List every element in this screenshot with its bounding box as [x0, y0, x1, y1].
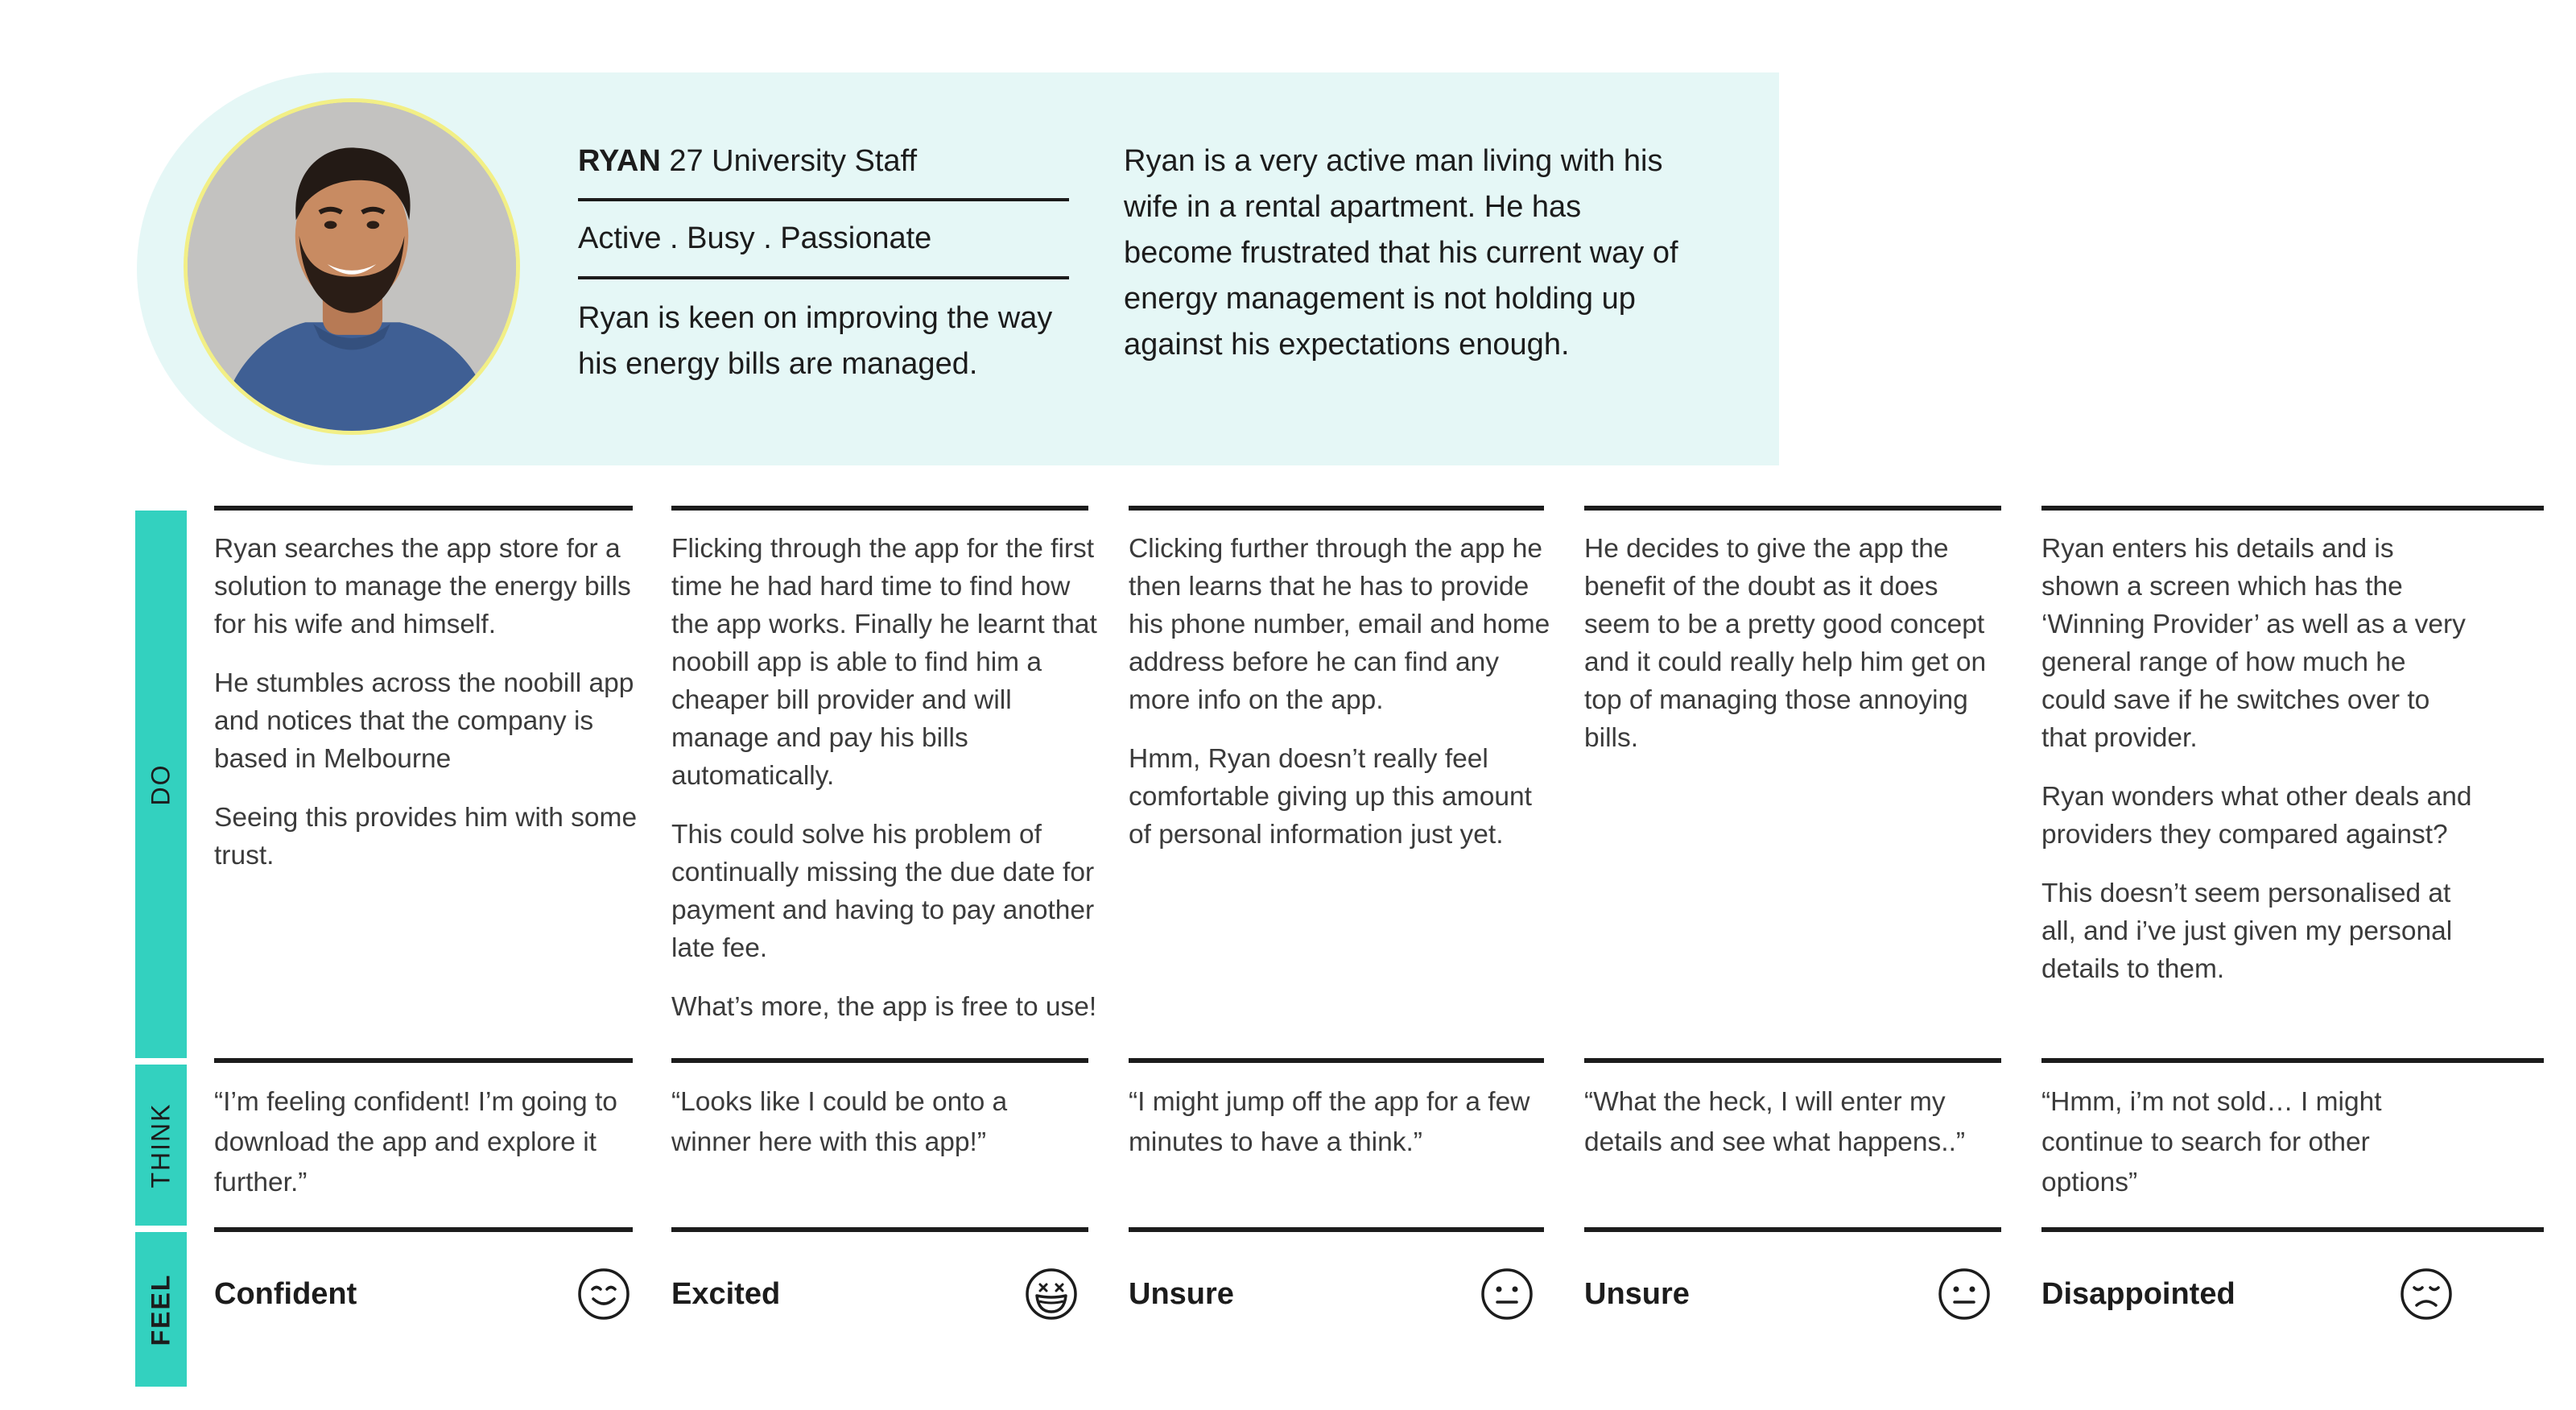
stage-divider — [1584, 1058, 2001, 1063]
row-label-do — [135, 511, 187, 1058]
stage-divider — [214, 1058, 633, 1063]
stage-3-feel: Unsure — [1129, 1277, 1234, 1311]
neutral-face-icon — [1480, 1267, 1534, 1321]
do-paragraph: He stumbles across the noobill app and notices that the company is based in Melbourne — [214, 668, 634, 774]
persona-goal: Ryan is keen on improving the way his energy bills are managed. — [578, 301, 1053, 381]
stage-1-do — [214, 530, 641, 895]
do-paragraph: Ryan wonders what other deals and providers they compared against? — [2041, 782, 2472, 850]
stage-divider — [1584, 506, 2001, 511]
star-struck-face-icon — [1024, 1267, 1079, 1321]
stage-divider — [214, 1227, 633, 1232]
stage-divider — [2041, 1058, 2544, 1063]
stage-divider — [1129, 506, 1544, 511]
persona-age-role: 27 University Staff — [669, 144, 917, 178]
stage-3-think: “I might jump off the app for a few minutes to have a think.” — [1129, 1087, 1530, 1157]
stage-3-do — [1129, 530, 1555, 875]
stage-divider — [1129, 1227, 1544, 1232]
do-paragraph: He decides to give the app the benefit of the doubt as it does seem to be a pretty good concept and it could really help him get on top of managing those annoying bills. — [1584, 534, 1987, 753]
persona-avatar — [184, 98, 520, 435]
row-label-feel — [135, 1232, 187, 1387]
stage-divider — [2041, 1227, 2544, 1232]
stage-1-feel: Confident — [214, 1277, 357, 1311]
stage-4-think: “What the heck, I will enter my details and see what happens..” — [1584, 1087, 1966, 1157]
divider — [578, 198, 1069, 201]
stage-4-feel: Unsure — [1584, 1277, 1690, 1311]
do-paragraph: Ryan searches the app store for a solution to manage the energy bills for his wife and himself. — [214, 534, 631, 639]
stage-divider — [1584, 1227, 2001, 1232]
persona-first-name: RYAN — [578, 144, 661, 178]
do-paragraph: Flicking through the app for the first time he had hard time to find how the app works. Finally he learnt that noobill app is able to find him a cheaper bill provider and will manage and pay his bills automatically. — [671, 534, 1097, 791]
stage-5-feel: Disappointed — [2041, 1277, 2235, 1311]
stage-2-do — [671, 530, 1098, 1047]
row-label-feel-text: FEEL — [146, 1273, 175, 1346]
do-paragraph: This doesn’t seem personalised at all, and i’ve just given my personal details to them. — [2041, 879, 2453, 984]
row-label-think-text: THINK — [146, 1102, 175, 1188]
neutral-face-icon — [1937, 1267, 1992, 1321]
person-photo-icon — [188, 102, 516, 431]
stage-divider — [214, 506, 633, 511]
do-paragraph: What’s more, the app is free to use! — [671, 992, 1097, 1022]
row-label-think — [135, 1065, 187, 1226]
stage-divider — [2041, 506, 2544, 511]
stage-2-think: “Looks like I could be onto a winner here with this app!” — [671, 1087, 1008, 1157]
smiling-face-icon — [576, 1267, 631, 1321]
do-paragraph: Hmm, Ryan doesn’t really feel comfortable giving up this amount of personal information just yet. — [1129, 744, 1532, 850]
stage-1-think: “I’m feeling confident! I’m going to download the app and explore it further.” — [214, 1087, 617, 1197]
stage-5-do — [2041, 530, 2476, 1009]
stage-divider — [671, 1058, 1088, 1063]
sad-face-icon — [2399, 1267, 2454, 1321]
stage-divider — [671, 1227, 1088, 1232]
do-paragraph: Clicking further through the app he then learns that he has to provide his phone number, email and home address before he can find any more info on the app. — [1129, 534, 1550, 715]
stage-4-do — [1584, 530, 2011, 778]
stage-5-think: “Hmm, i’m not sold… I might continue to search for other options” — [2041, 1087, 2382, 1197]
stage-2-feel: Excited — [671, 1277, 781, 1311]
do-paragraph: Seeing this provides him with some trust. — [214, 803, 638, 870]
row-label-do-text: DO — [146, 763, 175, 805]
stage-divider — [671, 506, 1088, 511]
persona-name — [578, 139, 917, 184]
divider — [578, 276, 1069, 279]
stage-divider — [1129, 1058, 1544, 1063]
persona-traits: Active . Busy . Passionate — [578, 221, 932, 255]
do-paragraph: Ryan enters his details and is shown a screen which has the ‘Winning Provider’ as well as a very general range of how much he could save if he switches over to that provider. — [2041, 534, 2466, 753]
persona-bio: Ryan is a very active man living with his wife in a rental apartment. He has become frustrated that his current way of energy management is not holding up against his expectations enough. — [1124, 144, 1678, 362]
do-paragraph: This could solve his problem of continually missing the due date for payment and having to pay another late fee. — [671, 820, 1095, 963]
